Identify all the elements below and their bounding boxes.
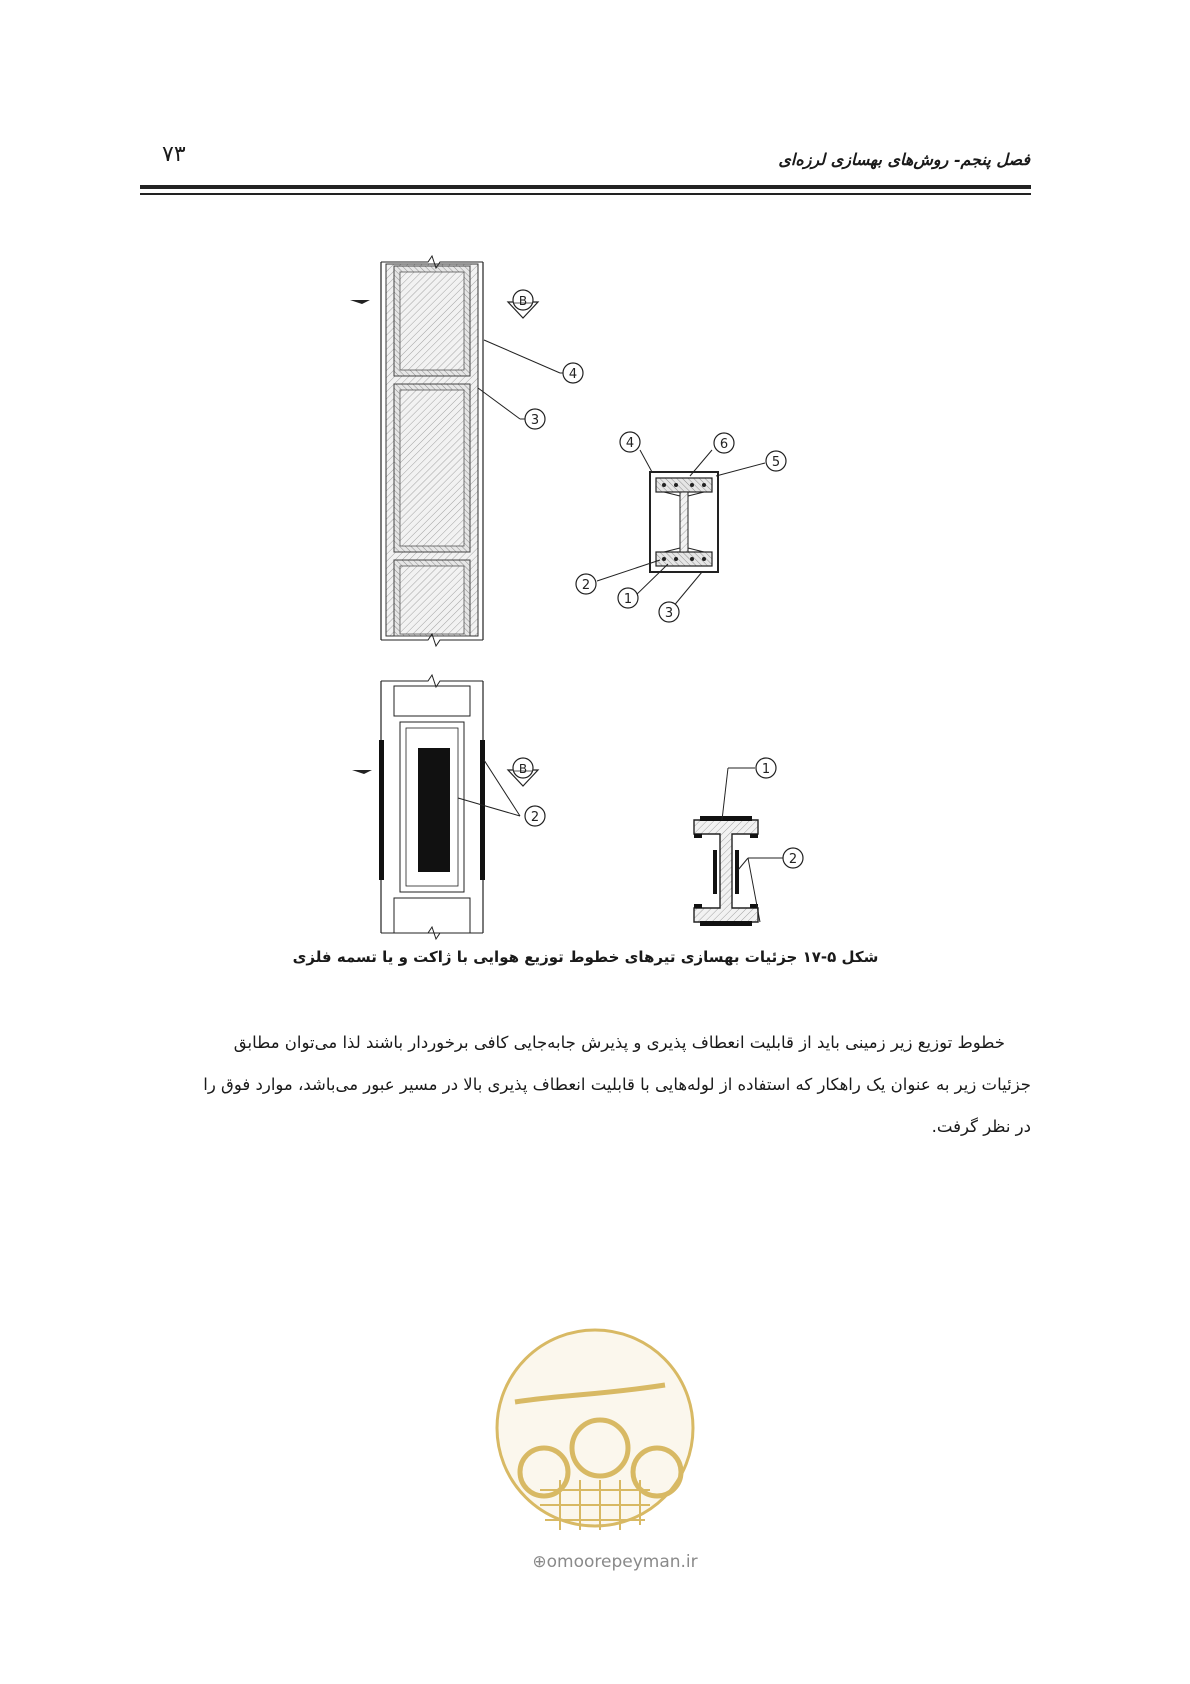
svg-text:4: 4 (625, 436, 635, 451)
figure-caption: شکل ۵-۱۷ جزئیات بهسازی تیرهای خطوط توزیع هوایی با ژاکت و یا تسمه فلزی (292, 948, 879, 966)
svg-text:2: 2 (530, 810, 540, 825)
top-elevation (350, 256, 563, 646)
svg-text:3: 3 (664, 606, 674, 621)
svg-text:5: 5 (771, 455, 781, 470)
svg-text:6: 6 (719, 437, 729, 452)
section-mark-bottom-letter: B (518, 762, 528, 776)
svg-text:2: 2 (788, 852, 798, 867)
svg-text:1: 1 (761, 762, 771, 777)
bottom-section (694, 768, 783, 926)
body-line: خطوط توزیع زیر زمینی باید از قابلیت انعطاف پذیری و پذیرش جابه‌جایی کافی برخوردار باشند لذا می‌توان مطابق (233, 1033, 1005, 1052)
body-paragraph (140, 1022, 1031, 1148)
section-mark-top-letter: B (518, 294, 528, 308)
callout-top-section-2 (576, 574, 596, 594)
top-section (597, 450, 765, 608)
running-head: فصل پنجم- روش‌های بهسازی لرزه‌ای (778, 150, 1030, 169)
body-line: جزئیات زیر به عنوان یک راهکار که استفاده از لوله‌هایی با قابلیت انعطاف پذیری بالا در مسیر عبور می‌باشد، موارد فوق را (203, 1075, 1031, 1094)
callout-top-section-4 (620, 432, 640, 452)
callout-top-section-5 (766, 451, 786, 471)
callout-top-section-6 (714, 433, 734, 453)
callout-bottom-section-1 (756, 758, 776, 778)
callout-top-elevation-3 (525, 409, 545, 429)
callout-bottom-section-2 (783, 848, 803, 868)
globe-icon: ⊕ (532, 1552, 547, 1572)
callout-top-section-3 (659, 602, 679, 622)
bottom-elevation (352, 675, 538, 939)
svg-text:3: 3 (530, 413, 540, 428)
svg-text:1: 1 (623, 592, 633, 607)
body-line: در نظر گرفت. (931, 1117, 1031, 1136)
svg-text:4: 4 (568, 367, 578, 382)
page-number: ۷۳ (162, 142, 186, 167)
callout-top-section-1 (618, 588, 638, 608)
watermark-url: ⊕omoorepeyman.ir (532, 1552, 698, 1572)
callout-top-elevation-4 (563, 363, 583, 383)
callout-bottom-elevation-2 (525, 806, 545, 826)
svg-text:2: 2 (581, 578, 591, 593)
watermark-logo (497, 1330, 693, 1530)
